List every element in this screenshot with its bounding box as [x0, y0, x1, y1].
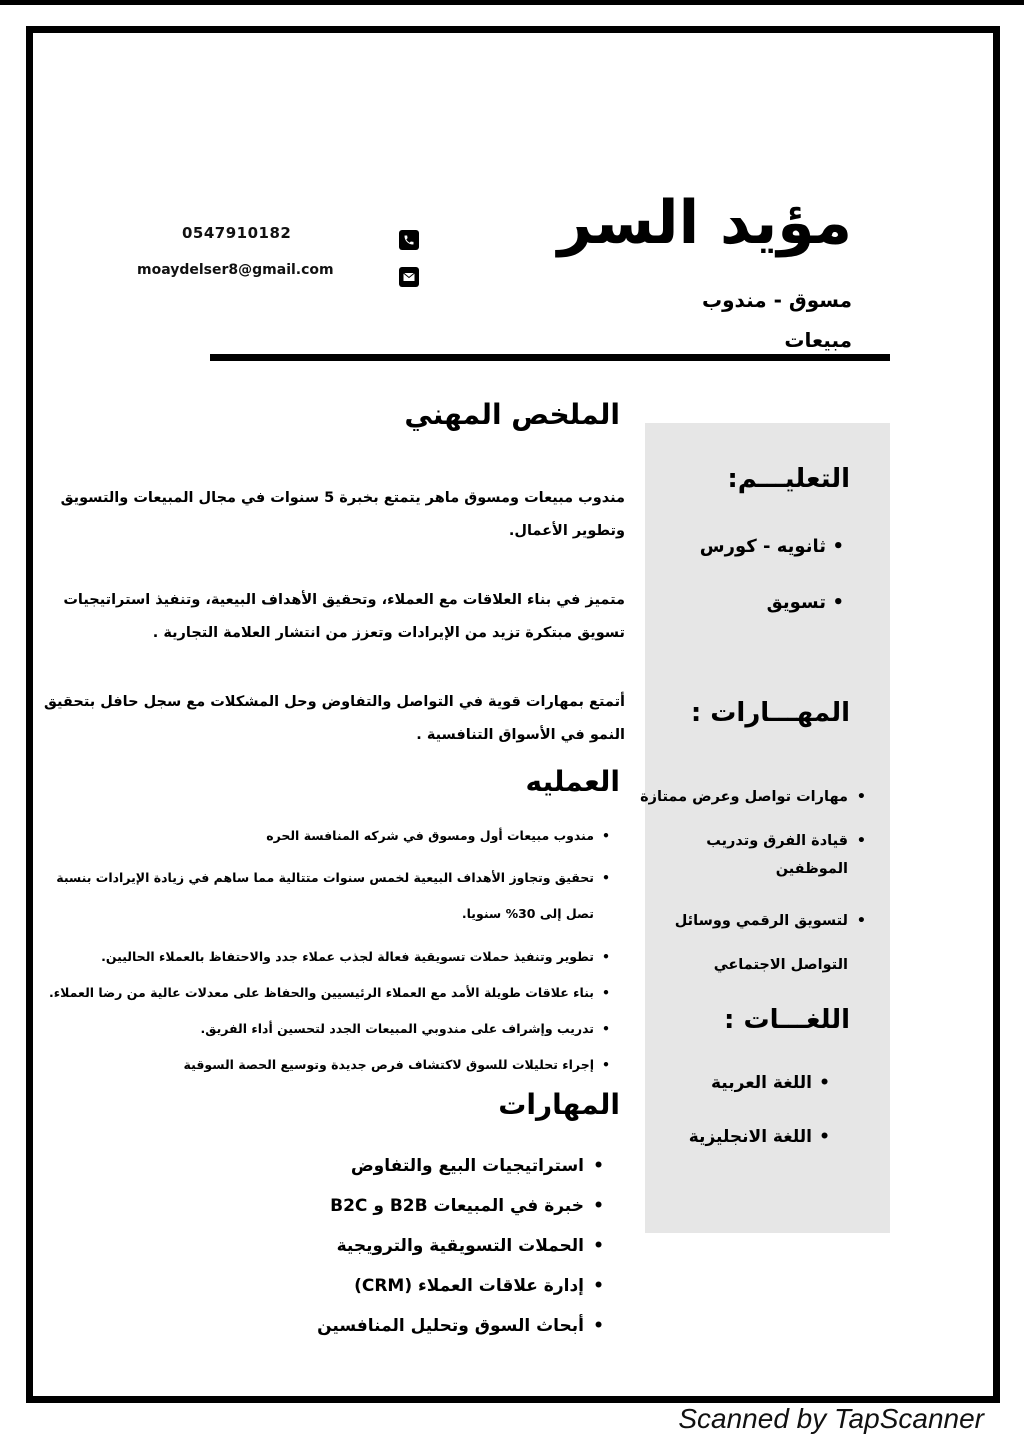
- role-line-2: مبيعات: [784, 328, 852, 352]
- work-item: • تطوير وتنفيذ حملات تسويقية فعالة لجذب عملاء جدد والاحتفاظ بالعملاء الحاليين.: [42, 945, 612, 968]
- work-item: • بناء علاقات طويلة الأمد مع العملاء الرئيسيين والحفاظ على معدلات عالية من رضا العملاء.: [42, 981, 612, 1004]
- skill-item: • أبحاث السوق وتحليل المنافسين: [210, 1306, 610, 1346]
- summary-heading: الملخص المهني: [404, 398, 620, 431]
- side-skill-item: • قيادة الفرق وتدريب الموظفين: [634, 827, 874, 883]
- side-skills-heading: المهـــارات :: [690, 698, 850, 728]
- language-item: • اللغة العربية: [588, 1067, 838, 1099]
- work-item: • تحقيق وتجاوز الأهداف البيعية لخمس سنوات متتالية مما ساهم في زيادة الإيرادات بنسبة تصل إلى 30% سنويا.: [42, 860, 612, 932]
- email-address[interactable]: moaydelser8@gmail.com: [137, 262, 334, 278]
- side-skill-item: • لتسويق الرقمي ووسائل التواصل الاجتماعي: [634, 899, 874, 987]
- skills-heading: المهارات: [498, 1088, 620, 1121]
- education-heading: التعليـــم:: [727, 464, 850, 494]
- languages-heading: اللغـــات :: [724, 1005, 850, 1035]
- work-item: • إجراء تحليلات للسوق لاكتشاف فرص جديدة وتوسيع الحصة السوقية: [42, 1053, 612, 1076]
- summary-paragraph-1: مندوب مبيعات ومسوق ماهر يتمتع بخبرة 5 سنوات في مجال المبيعات والتسويق وتطوير الأعمال.: [60, 490, 625, 539]
- language-item: • اللغة الانجليزية: [588, 1121, 838, 1153]
- skill-item: • استراتيجيات البيع والتفاوض: [210, 1146, 610, 1186]
- summary-paragraph-2: متميز في بناء العلاقات مع العملاء، وتحقيق الأهداف البيعية، وتنفيذ استراتيجيات تسويق مبتكرة تزيد من الإيرادات وتعزز من انتشار العلامة التجارية .: [63, 592, 625, 641]
- candidate-role: [702, 280, 852, 360]
- candidate-name: مؤيد السر: [557, 188, 852, 258]
- top-border: [0, 0, 1024, 5]
- languages-list: [588, 1067, 838, 1153]
- side-skill-item: • مهارات تواصل وعرض ممتازة: [634, 783, 874, 811]
- skill-item: • إدارة علاقات العملاء (CRM): [210, 1266, 610, 1306]
- work-list: [42, 824, 612, 1089]
- summary-paragraph-3: أتمتع بمهارات قوية في التواصل والتفاوض وحل المشكلات مع سجل حافل بتحقيق النمو في الأسواق التنافسية .: [43, 694, 625, 743]
- education-item: • ثانويه - كورس: [602, 530, 852, 564]
- scanner-watermark: Scanned by TapScanner: [678, 1403, 984, 1434]
- work-item: • مندوب مبيعات أول ومسوق في شركه المنافسة الحره: [42, 824, 612, 847]
- work-item: • تدريب وإشراف على مندوبي المبيعات الجدد لتحسين أداء الفريق.: [42, 1017, 612, 1040]
- skills-list: [210, 1146, 610, 1346]
- envelope-icon: [399, 267, 419, 287]
- education-list: [602, 530, 852, 620]
- education-item: • تسويق: [602, 586, 852, 620]
- phone-number: 0547910182: [182, 224, 292, 242]
- header-divider: [210, 354, 890, 361]
- work-heading: العمليه: [525, 765, 620, 798]
- role-line-1: مسوق - مندوب: [701, 288, 852, 312]
- side-skills-list: [634, 783, 874, 987]
- phone-icon: [399, 230, 419, 250]
- skill-item: • خبرة في المبيعات B2B و B2C: [210, 1186, 610, 1226]
- skill-item: • الحملات التسويقية والترويجية: [210, 1226, 610, 1266]
